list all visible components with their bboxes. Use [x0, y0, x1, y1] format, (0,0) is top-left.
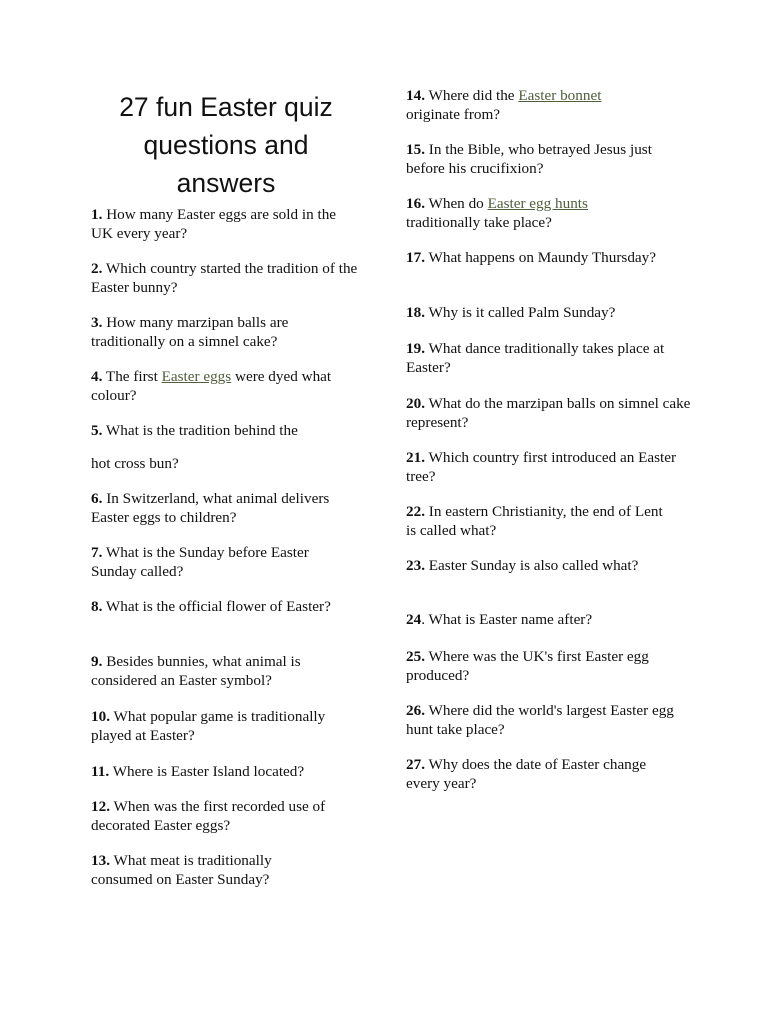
- question-text-post: were dyed what colour?: [91, 368, 332, 404]
- question-26: [406, 701, 691, 739]
- question-22: [406, 502, 668, 540]
- question-8: [91, 597, 341, 616]
- question-text: How many marzipan balls are traditionally on a simnel cake?: [91, 314, 289, 350]
- question-text-pre: The first: [105, 368, 158, 385]
- question-16: [406, 194, 656, 232]
- question-3: [91, 313, 361, 351]
- page-title: 27 fun Easter quiz questions and answers: [119, 92, 333, 198]
- question-4: [91, 367, 366, 405]
- question-5: [91, 421, 366, 440]
- question-text: What meat is traditionally consumed on Easter Sunday?: [91, 852, 272, 888]
- question-9: [91, 652, 366, 690]
- question-text: Easter Sunday is also called what?: [428, 557, 639, 574]
- question-14: [406, 86, 616, 124]
- question-text: When was the first recorded use of decorated Easter eggs?: [91, 798, 326, 834]
- question-7: [91, 543, 331, 581]
- question-number: 25.: [406, 648, 425, 665]
- question-19: [406, 339, 691, 377]
- question-number: 16.: [406, 195, 425, 212]
- question-number: 7.: [91, 544, 103, 561]
- question-18: [406, 303, 691, 322]
- question-21: [406, 448, 691, 486]
- question-25: [406, 647, 656, 685]
- easter-bonnet-link[interactable]: Easter bonnet: [518, 87, 602, 104]
- question-number: 13.: [91, 852, 110, 869]
- question-number: 5.: [91, 422, 103, 439]
- question-text: In eastern Christianity, the end of Lent is called what?: [406, 503, 663, 539]
- question-text-pre: Where did the: [428, 87, 515, 104]
- question-number: 9.: [91, 653, 103, 670]
- question-text: Where was the UK's first Easter egg produced?: [406, 648, 649, 684]
- question-number: 11.: [91, 763, 110, 780]
- question-number: 15.: [406, 141, 425, 158]
- question-number: 6.: [91, 490, 103, 507]
- question-number: 22.: [406, 503, 425, 520]
- question-text: Besides bunnies, what animal is considered an Easter symbol?: [91, 653, 301, 689]
- question-text: Where is Easter Island located?: [112, 763, 305, 780]
- question-number: 10.: [91, 708, 110, 725]
- question-text-post: traditionally take place?: [406, 214, 552, 231]
- question-text: How many Easter eggs are sold in the UK every year?: [91, 206, 337, 242]
- question-11: [91, 762, 371, 781]
- question-number: 26.: [406, 702, 425, 719]
- question-1: [91, 205, 361, 243]
- question-5-continuation: hot cross bun?: [91, 455, 179, 472]
- easter-egg-hunts-link[interactable]: Easter egg hunts: [487, 195, 588, 212]
- question-number: 27.: [406, 756, 425, 773]
- question-number: 3.: [91, 314, 103, 331]
- question-20: [406, 394, 691, 432]
- question-text: Why does the date of Easter change every year?: [406, 756, 647, 792]
- question-27: [406, 755, 671, 793]
- question-17: [406, 248, 656, 267]
- question-6: [91, 489, 361, 527]
- question-12: [91, 797, 346, 835]
- question-number: 8.: [91, 598, 103, 615]
- question-number: 20.: [406, 395, 425, 412]
- question-number: 24: [406, 611, 422, 628]
- question-number: 4.: [91, 368, 103, 385]
- question-text: What is the tradition behind the: [105, 422, 298, 439]
- question-text: Which country started the tradition of the Easter bunny?: [91, 260, 358, 296]
- easter-eggs-link[interactable]: Easter eggs: [161, 368, 232, 385]
- question-10: [91, 707, 331, 745]
- question-text: . What is Easter name after?: [421, 611, 593, 628]
- question-text: What is the Sunday before Easter Sunday called?: [91, 544, 309, 580]
- question-number: 21.: [406, 449, 425, 466]
- question-24: [406, 610, 691, 629]
- question-number: 2.: [91, 260, 103, 277]
- question-text: What do the marzipan balls on simnel cake represent?: [406, 395, 691, 431]
- question-number: 14.: [406, 87, 425, 104]
- question-15: [406, 140, 668, 178]
- question-2: [91, 259, 361, 297]
- question-number: 18.: [406, 304, 425, 321]
- question-text: Where did the world's largest Easter egg hunt take place?: [406, 702, 674, 738]
- question-number: 19.: [406, 340, 425, 357]
- question-number: 23.: [406, 557, 425, 574]
- question-text: In Switzerland, what animal delivers Easter eggs to children?: [91, 490, 330, 526]
- question-23: [406, 556, 671, 575]
- question-text: What dance traditionally takes place at Easter?: [406, 340, 665, 376]
- question-text: What is the official flower of Easter?: [105, 598, 331, 615]
- question-number: 17.: [406, 249, 425, 266]
- question-text-post: originate from?: [406, 106, 501, 123]
- question-text: What happens on Maundy Thursday?: [428, 249, 656, 266]
- question-text: Why is it called Palm Sunday?: [428, 304, 616, 321]
- question-number: 1.: [91, 206, 103, 223]
- question-text: Which country first introduced an Easter tree?: [406, 449, 677, 485]
- question-text-pre: When do: [428, 195, 484, 212]
- question-text: What popular game is traditionally played at Easter?: [91, 708, 326, 744]
- question-number: 12.: [91, 798, 110, 815]
- question-text: In the Bible, who betrayed Jesus just before his crucifixion?: [406, 141, 652, 177]
- question-13: [91, 851, 331, 889]
